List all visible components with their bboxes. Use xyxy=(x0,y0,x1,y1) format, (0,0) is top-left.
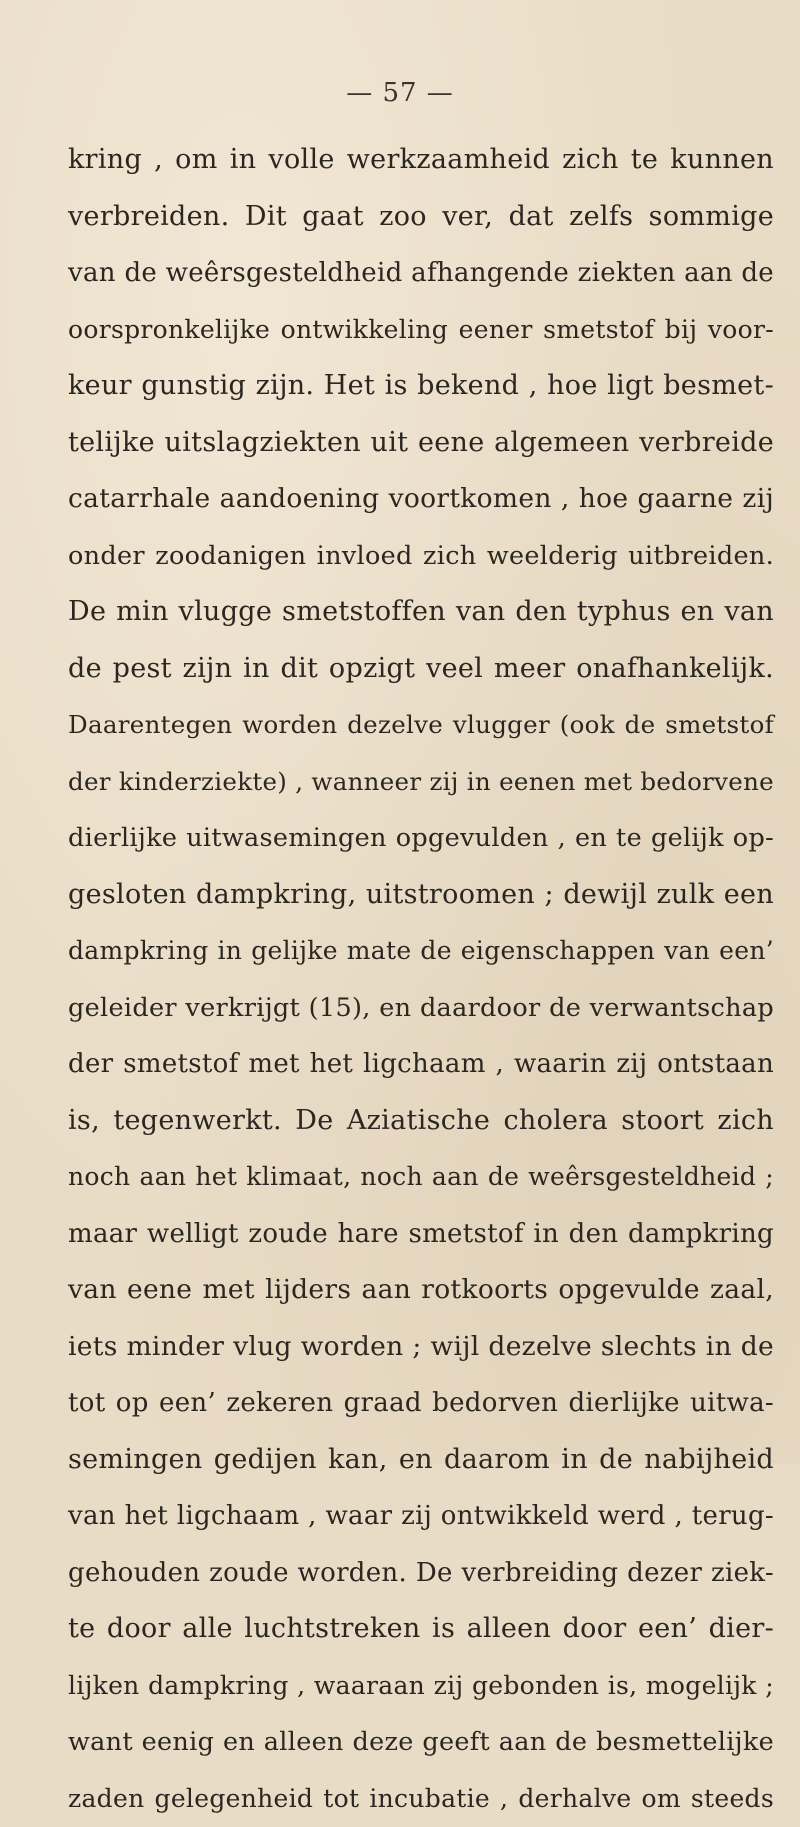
text-line: kring , om in volle werkzaamheid zich te kunnen xyxy=(68,132,774,189)
text-line: der smetstof met het ligchaam , waarin zij ontstaan xyxy=(68,1036,774,1093)
text-line: is, tegenwerkt. De Aziatische cholera stoort zich xyxy=(68,1093,774,1150)
text-line: van de weêrsgesteldheid afhangende ziekten aan de xyxy=(68,245,774,302)
text-line: keur gunstig zijn. Het is bekend , hoe ligt besmet- xyxy=(68,358,774,415)
text-line: te door alle luchtstreken is alleen door een’ dier- xyxy=(68,1601,774,1658)
text-line: gesloten dampkring, uitstroomen ; dewijl zulk een xyxy=(68,867,774,924)
text-line: zaden gelegenheid tot incubatie , derhalve om steeds xyxy=(68,1771,774,1827)
text-line: de pest zijn in dit opzigt veel meer onafhankelijk. xyxy=(68,641,774,698)
text-line: iets minder vlug worden ; wijl dezelve slechts in de xyxy=(68,1319,774,1376)
page-number: — 57 — xyxy=(0,78,800,108)
body-text xyxy=(68,132,774,1827)
text-line: semingen gedijen kan, en daarom in de nabijheid xyxy=(68,1432,774,1489)
text-line: dierlijke uitwasemingen opgevulden , en te gelijk op- xyxy=(68,810,774,867)
text-line: van eene met lijders aan rotkoorts opgevulde zaal, xyxy=(68,1262,774,1319)
text-line: noch aan het klimaat, noch aan de weêrsgesteldheid ; xyxy=(68,1149,774,1206)
text-line: verbreiden. Dit gaat zoo ver, dat zelfs sommige xyxy=(68,189,774,246)
text-line: catarrhale aandoening voortkomen , hoe gaarne zij xyxy=(68,471,774,528)
text-line: gehouden zoude worden. De verbreiding dezer ziek- xyxy=(68,1545,774,1602)
text-line: Daarentegen worden dezelve vlugger (ook de smetstof xyxy=(68,697,774,754)
text-line: der kinderziekte) , wanneer zij in eenen met bedorvene xyxy=(68,754,774,811)
text-line: want eenig en alleen deze geeft aan de besmettelijke xyxy=(68,1714,774,1771)
text-line: oorspronkelijke ontwikkeling eener smetstof bij voor- xyxy=(68,302,774,359)
text-line: dampkring in gelijke mate de eigenschappen van een’ xyxy=(68,923,774,980)
text-line: onder zoodanigen invloed zich weelderig uitbreiden. xyxy=(68,528,774,585)
text-line: tot op een’ zekeren graad bedorven dierlijke uitwa- xyxy=(68,1375,774,1432)
text-line: lijken dampkring , waaraan zij gebonden is, mogelijk ; xyxy=(68,1658,774,1715)
text-line: geleider verkrijgt (15), en daardoor de verwantschap xyxy=(68,980,774,1037)
text-line: maar welligt zoude hare smetstof in den dampkring xyxy=(68,1206,774,1263)
text-line: De min vlugge smetstoffen van den typhus en van xyxy=(68,584,774,641)
text-line: telijke uitslagziekten uit eene algemeen verbreide xyxy=(68,415,774,472)
text-line: van het ligchaam , waar zij ontwikkeld werd , terug- xyxy=(68,1488,774,1545)
